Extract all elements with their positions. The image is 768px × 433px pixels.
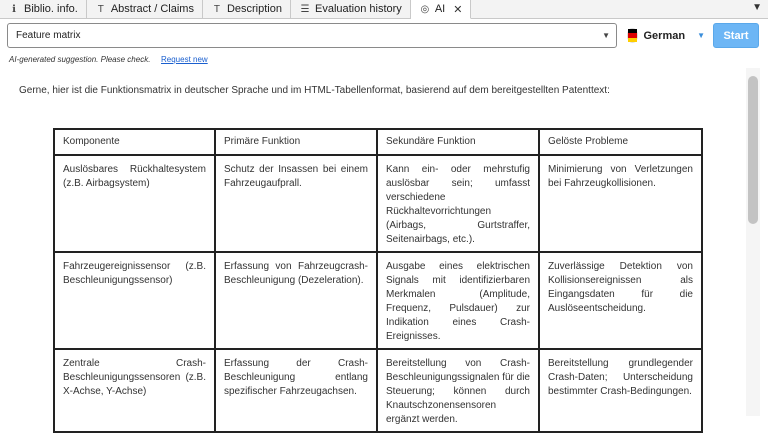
table-cell: Bereitstellung grundlegender Crash-Daten; Unterscheidung bestimmter Crash-Bedingungen. (539, 349, 702, 432)
tab-ai[interactable] (411, 0, 472, 19)
tab-description[interactable] (203, 0, 291, 18)
table-cell: Erfassung von Fahrzeugcrash-Beschleunigung (Dezeleration). (215, 252, 377, 349)
result-panel (0, 68, 746, 425)
column-header: Gelöste Probleme (539, 129, 702, 155)
table-cell: Minimierung von Verletzungen bei Fahrzeugkollisionen. (539, 155, 702, 252)
start-button[interactable]: Start (713, 23, 759, 48)
table-cell: Kann ein- oder mehrstufig auslösbar sein; umfasst verschiedene Rückhaltevorrichtungen (Airbags, Gurtstraffer, Seitenairbags, etc.). (377, 155, 539, 252)
table-cell: Schutz der Insassen bei einem Fahrzeugaufprall. (215, 155, 377, 252)
request-new-link[interactable]: Request new (161, 55, 208, 64)
tab-bar (0, 0, 768, 19)
language-selector[interactable] (627, 23, 705, 48)
ai-icon: ◎ (420, 3, 430, 15)
feature-matrix-table (53, 128, 703, 433)
tab-evaluation-history[interactable] (291, 0, 411, 18)
tab-abstract-claims[interactable] (87, 0, 203, 18)
language-label: German (643, 29, 686, 42)
table-header-row (54, 129, 702, 155)
vertical-scrollbar[interactable] (746, 68, 760, 416)
table-cell: Zuverlässige Detektion von Kollisionsereignissen als Eingangsdaten für die Auslöseentscheidung. (539, 252, 702, 349)
table-cell: Erfassung der Crash-Beschleunigung entlang spezifischer Fahrzeugachsen. (215, 349, 377, 432)
list-icon: ☰ (300, 3, 310, 15)
ai-disclaimer: AI-generated suggestion. Please check. (9, 55, 151, 64)
tab-label: Evaluation history (314, 3, 402, 15)
tab-label: Abstract / Claims (110, 3, 194, 15)
tab-overflow-icon[interactable]: ▼ (752, 2, 762, 13)
prompt-type-select[interactable] (7, 23, 617, 48)
chevron-down-icon: ▼ (602, 31, 610, 40)
table-cell: Auslösbares Rückhaltesystem (z.B. Airbagsystem) (54, 155, 215, 252)
table-row (54, 252, 702, 349)
tab-label: AI (434, 3, 446, 15)
table-row (54, 349, 702, 432)
column-header: Sekundäre Funktion (377, 129, 539, 155)
scrollbar-thumb[interactable] (748, 76, 758, 224)
table-cell: Zentrale Crash-Beschleunigungssensoren (z.B. X-Achse, Y-Achse) (54, 349, 215, 432)
tab-biblio-info[interactable] (0, 0, 87, 18)
table-row (54, 155, 702, 252)
text-format-icon: T (213, 3, 220, 15)
column-header: Primäre Funktion (215, 129, 377, 155)
table-cell: Fahrzeugereignissensor (z.B. Beschleunigungssensor) (54, 252, 215, 349)
table-cell: Bereitstellung von Crash-Beschleunigungssignalen für die Steuerung; können durch Knautschzonensensoren ergänzt werden. (377, 349, 539, 432)
chevron-down-icon: ▼ (697, 31, 705, 40)
german-flag-icon (627, 28, 638, 43)
intro-text: Gerne, hier ist die Funktionsmatrix in deutscher Sprache und im HTML-Tabellenformat, basierend auf dem bereitgestellten Patenttext: (19, 85, 610, 96)
select-value: Feature matrix (16, 30, 81, 41)
tab-label: Description (226, 3, 282, 15)
text-format-icon: T (97, 3, 104, 15)
table-cell: Ausgabe eines elektrischen Signals mit identifizierbaren Merkmalen (Amplitude, Frequenz, Pulsdauer) zur Indikation eines Crash-Ereignisses. (377, 252, 539, 349)
flag-stripe-gold (628, 38, 637, 42)
close-icon[interactable]: ✕ (453, 3, 463, 16)
info-icon: ℹ (12, 3, 16, 15)
column-header: Komponente (54, 129, 215, 155)
tab-label: Biblio. info. (24, 3, 78, 15)
